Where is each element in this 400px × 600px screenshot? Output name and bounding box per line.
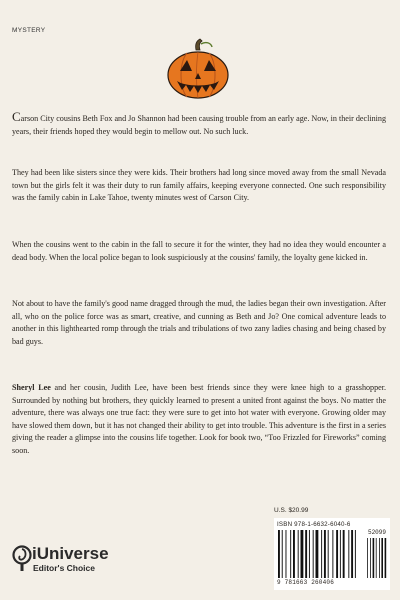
blurb-paragraph-1	[12, 109, 386, 138]
barcode-graphic	[277, 530, 387, 580]
drop-cap: C	[12, 109, 21, 124]
barcode-digits: 9 781663 260406	[277, 579, 335, 586]
blurb-paragraph-4: Not about to have the family's good name dragged through the mud, the ladies began their own investigation. After all, who on the police force was as smart, creative, and cunning as Beth and Jo? One comical adventure leads to another in this lighthearted romp through the trials and tribulations of two zany ladies chasing and being chased by bad guys.	[12, 299, 386, 346]
publisher-name: iUniverse	[32, 544, 109, 563]
isbn-text: ISBN 978-1-6632-6040-6	[277, 521, 351, 528]
jack-o-lantern-illustration	[165, 38, 231, 100]
price-label: U.S. $20.99	[274, 507, 309, 514]
blurb-paragraph-2: They had been like sisters since they were kids. Their brothers had long since moved away from the small Nevada town but the girls felt it was their duty to run family affairs, keeping everyone connected. One such responsibility was the family cabin in Lake Tahoe, twenty minutes west of Carson City.	[12, 168, 386, 202]
isbn-barcode-block	[274, 518, 390, 590]
blurb-paragraph-1-text: arson City cousins Beth Fox and Jo Shannon had been causing trouble from an early age. Now, in their declining years, their friends hoped they would begin to mellow out. No such luck.	[12, 114, 386, 136]
genre-label: MYSTERY	[12, 27, 46, 34]
author-bio-text: and her cousin, Judith Lee, have been best friends since they were knee high to a grasshopper. Surrounded by nothing but brothers, they quickly learned to present a united front against the boys. No matter the adventure, there was always one true fact: they were sure to get into hot water with everyone. Growing older may have slowed them down, but it has not changed their ability to get into trouble. This adventure is the first in a series giving the reader a glimpse into the cousins life together. Look for book two, “Too Frizzled for Fireworks” coming soon.	[12, 383, 386, 455]
publisher-tagline: Editor's Choice	[33, 563, 96, 573]
blurb-paragraph-3: When the cousins went to the cabin in the fall to secure it for the winter, they had no idea they would encounter a dead body. When the local police began to look suspiciously at the cousins' family, the loyalty gene kicked in.	[12, 240, 386, 262]
author-bio	[12, 382, 386, 457]
publisher-swirl-icon	[12, 544, 34, 574]
author-name: Sheryl Lee	[12, 383, 51, 392]
barcode-addon-digits: 52099	[367, 529, 386, 536]
